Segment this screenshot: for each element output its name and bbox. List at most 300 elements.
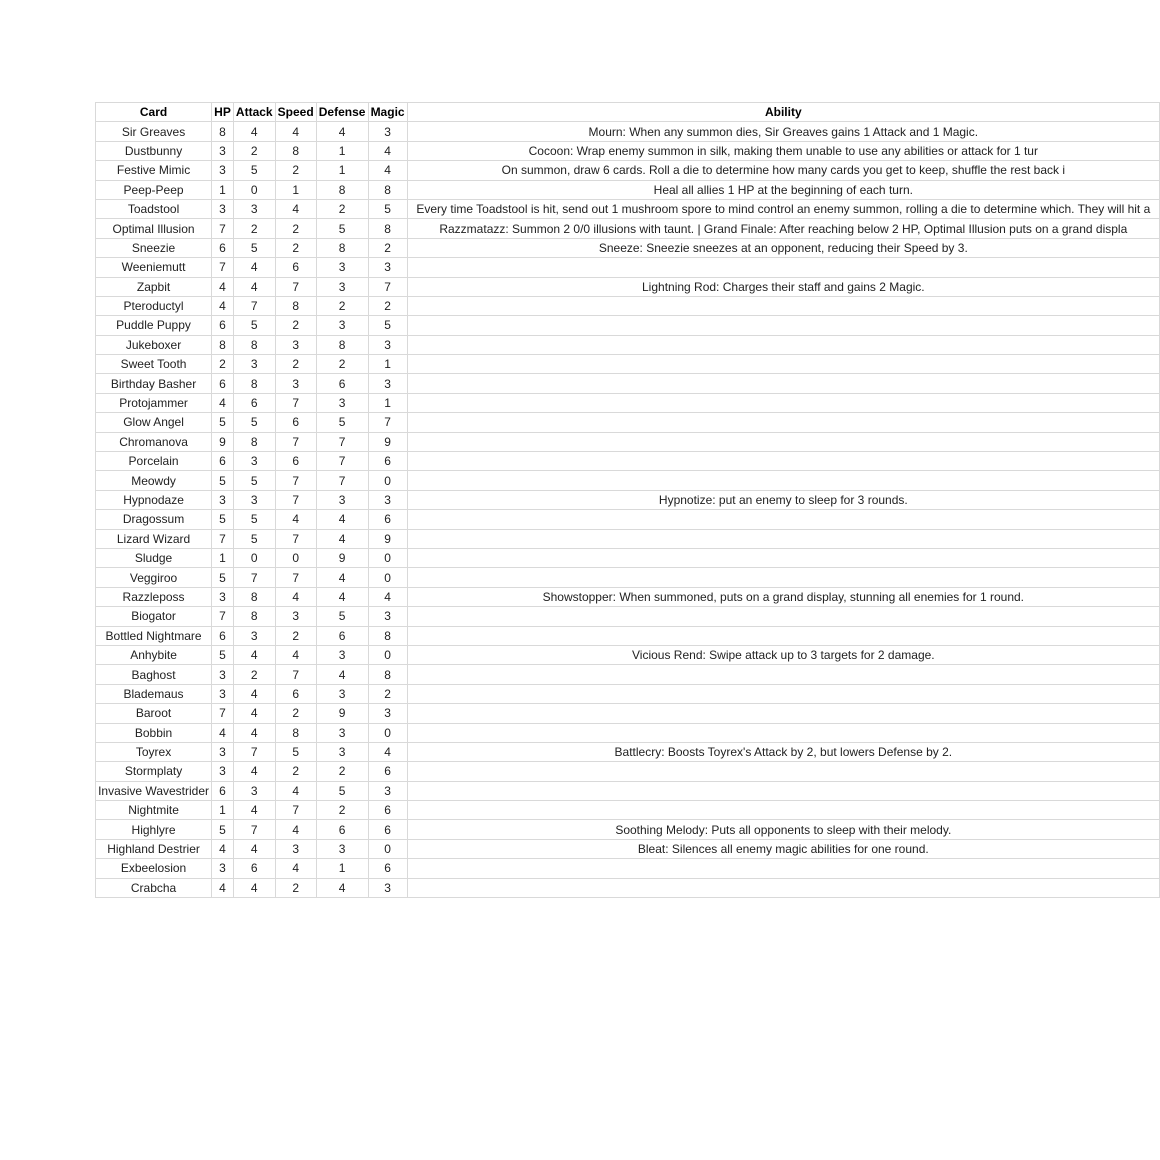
cell-speed[interactable]: 2 bbox=[275, 161, 316, 180]
cell-card[interactable]: Birthday Basher bbox=[96, 374, 212, 393]
cell-ability[interactable] bbox=[407, 781, 1159, 800]
cell-ability[interactable] bbox=[407, 762, 1159, 781]
cell-ability[interactable] bbox=[407, 704, 1159, 723]
cell-attack[interactable]: 2 bbox=[233, 141, 275, 160]
cell-speed[interactable]: 3 bbox=[275, 607, 316, 626]
cell-card[interactable]: Weeniemutt bbox=[96, 258, 212, 277]
cell-magic[interactable]: 6 bbox=[368, 762, 407, 781]
cell-speed[interactable]: 2 bbox=[275, 626, 316, 645]
cell-ability[interactable]: Mourn: When any summon dies, Sir Greaves gains 1 Attack and 1 Magic. bbox=[407, 122, 1159, 141]
cell-hp[interactable]: 3 bbox=[212, 859, 234, 878]
cell-card[interactable]: Sir Greaves bbox=[96, 122, 212, 141]
cell-ability[interactable] bbox=[407, 878, 1159, 897]
cell-card[interactable]: Zapbit bbox=[96, 277, 212, 296]
cell-card[interactable]: Jukeboxer bbox=[96, 335, 212, 354]
cell-magic[interactable]: 4 bbox=[368, 742, 407, 761]
cell-magic[interactable]: 0 bbox=[368, 568, 407, 587]
cell-defense[interactable]: 6 bbox=[316, 626, 368, 645]
cell-card[interactable]: Chromanova bbox=[96, 432, 212, 451]
cell-attack[interactable]: 5 bbox=[233, 529, 275, 548]
cell-defense[interactable]: 3 bbox=[316, 723, 368, 742]
cell-ability[interactable] bbox=[407, 335, 1159, 354]
cell-hp[interactable]: 6 bbox=[212, 626, 234, 645]
table-row bbox=[96, 490, 1160, 509]
cell-speed[interactable]: 4 bbox=[275, 781, 316, 800]
cell-attack[interactable]: 6 bbox=[233, 393, 275, 412]
cell-hp[interactable]: 5 bbox=[212, 820, 234, 839]
cell-hp[interactable]: 3 bbox=[212, 199, 234, 218]
cell-speed[interactable]: 3 bbox=[275, 335, 316, 354]
cell-ability[interactable] bbox=[407, 316, 1159, 335]
cell-speed[interactable]: 7 bbox=[275, 665, 316, 684]
table-row bbox=[96, 723, 1160, 742]
cell-speed[interactable]: 7 bbox=[275, 490, 316, 509]
cell-card[interactable]: Sludge bbox=[96, 548, 212, 567]
cell-card[interactable]: Invasive Wavestrider bbox=[96, 781, 212, 800]
cell-card[interactable]: Razzleposs bbox=[96, 587, 212, 606]
cell-ability[interactable]: Showstopper: When summoned, puts on a grand display, stunning all enemies for 1 round. bbox=[407, 587, 1159, 606]
cell-defense[interactable]: 5 bbox=[316, 219, 368, 238]
cell-speed[interactable]: 3 bbox=[275, 374, 316, 393]
cell-hp[interactable]: 3 bbox=[212, 742, 234, 761]
cell-speed[interactable]: 4 bbox=[275, 820, 316, 839]
cell-ability[interactable] bbox=[407, 374, 1159, 393]
cell-attack[interactable]: 4 bbox=[233, 645, 275, 664]
table-row bbox=[96, 393, 1160, 412]
cell-speed[interactable]: 6 bbox=[275, 684, 316, 703]
cell-speed[interactable]: 2 bbox=[275, 878, 316, 897]
cell-defense[interactable]: 7 bbox=[316, 452, 368, 471]
cell-ability[interactable] bbox=[407, 859, 1159, 878]
cell-magic[interactable]: 1 bbox=[368, 355, 407, 374]
cell-ability[interactable] bbox=[407, 684, 1159, 703]
cell-hp[interactable]: 1 bbox=[212, 548, 234, 567]
cell-defense[interactable]: 6 bbox=[316, 374, 368, 393]
cell-attack[interactable]: 8 bbox=[233, 432, 275, 451]
cell-hp[interactable]: 6 bbox=[212, 781, 234, 800]
cell-speed[interactable]: 7 bbox=[275, 529, 316, 548]
cell-card[interactable]: Toadstool bbox=[96, 199, 212, 218]
cell-card[interactable]: Highlyre bbox=[96, 820, 212, 839]
cell-ability[interactable]: On summon, draw 6 cards. Roll a die to determine how many cards you get to keep, shuffle the rest back i bbox=[407, 161, 1159, 180]
cell-hp[interactable]: 6 bbox=[212, 452, 234, 471]
cell-defense[interactable]: 5 bbox=[316, 607, 368, 626]
cell-defense[interactable]: 3 bbox=[316, 742, 368, 761]
cell-hp[interactable]: 6 bbox=[212, 374, 234, 393]
cell-defense[interactable]: 4 bbox=[316, 510, 368, 529]
cell-hp[interactable]: 7 bbox=[212, 219, 234, 238]
cell-hp[interactable]: 7 bbox=[212, 704, 234, 723]
cell-defense[interactable]: 5 bbox=[316, 781, 368, 800]
cell-hp[interactable]: 7 bbox=[212, 607, 234, 626]
cell-attack[interactable]: 3 bbox=[233, 626, 275, 645]
column-header-magic[interactable]: Magic bbox=[368, 103, 407, 122]
cell-hp[interactable]: 3 bbox=[212, 762, 234, 781]
cell-card[interactable]: Sneezie bbox=[96, 238, 212, 257]
cell-attack[interactable]: 7 bbox=[233, 568, 275, 587]
cell-magic[interactable]: 8 bbox=[368, 626, 407, 645]
cell-hp[interactable]: 5 bbox=[212, 568, 234, 587]
cell-hp[interactable]: 8 bbox=[212, 335, 234, 354]
table-row bbox=[96, 199, 1160, 218]
cell-speed[interactable]: 7 bbox=[275, 471, 316, 490]
cell-speed[interactable]: 7 bbox=[275, 393, 316, 412]
cell-card[interactable]: Porcelain bbox=[96, 452, 212, 471]
table-row bbox=[96, 277, 1160, 296]
cell-attack[interactable]: 4 bbox=[233, 801, 275, 820]
cell-attack[interactable]: 8 bbox=[233, 374, 275, 393]
table-row bbox=[96, 141, 1160, 160]
cell-magic[interactable]: 0 bbox=[368, 548, 407, 567]
cell-card[interactable]: Meowdy bbox=[96, 471, 212, 490]
cell-ability[interactable] bbox=[407, 723, 1159, 742]
cell-ability[interactable] bbox=[407, 529, 1159, 548]
cell-ability[interactable] bbox=[407, 393, 1159, 412]
cell-magic[interactable]: 3 bbox=[368, 607, 407, 626]
cell-hp[interactable]: 6 bbox=[212, 238, 234, 257]
cell-card[interactable]: Dragossum bbox=[96, 510, 212, 529]
cell-defense[interactable]: 3 bbox=[316, 684, 368, 703]
cell-magic[interactable]: 8 bbox=[368, 180, 407, 199]
cell-attack[interactable]: 4 bbox=[233, 258, 275, 277]
cell-defense[interactable]: 3 bbox=[316, 316, 368, 335]
cell-card[interactable]: Sweet Tooth bbox=[96, 355, 212, 374]
cell-card[interactable]: Bottled Nightmare bbox=[96, 626, 212, 645]
cell-speed[interactable]: 2 bbox=[275, 704, 316, 723]
cell-ability[interactable]: Cocoon: Wrap enemy summon in silk, making them unable to use any abilities or attack for 1 tur bbox=[407, 141, 1159, 160]
column-header-ability[interactable]: Ability bbox=[407, 103, 1159, 122]
cell-attack[interactable]: 0 bbox=[233, 548, 275, 567]
cell-attack[interactable]: 3 bbox=[233, 355, 275, 374]
cell-defense[interactable]: 3 bbox=[316, 839, 368, 858]
cell-hp[interactable]: 5 bbox=[212, 413, 234, 432]
cell-speed[interactable]: 4 bbox=[275, 859, 316, 878]
cell-defense[interactable]: 4 bbox=[316, 568, 368, 587]
cell-ability[interactable]: Vicious Rend: Swipe attack up to 3 targets for 2 damage. bbox=[407, 645, 1159, 664]
cell-magic[interactable]: 8 bbox=[368, 665, 407, 684]
cell-defense[interactable]: 1 bbox=[316, 161, 368, 180]
cell-defense[interactable]: 7 bbox=[316, 432, 368, 451]
cell-card[interactable]: Hypnodaze bbox=[96, 490, 212, 509]
cell-defense[interactable]: 3 bbox=[316, 258, 368, 277]
cell-speed[interactable]: 7 bbox=[275, 432, 316, 451]
cell-speed[interactable]: 6 bbox=[275, 258, 316, 277]
cell-card[interactable]: Stormplaty bbox=[96, 762, 212, 781]
cell-magic[interactable]: 4 bbox=[368, 587, 407, 606]
table-row bbox=[96, 432, 1160, 451]
cell-defense[interactable]: 2 bbox=[316, 296, 368, 315]
cell-hp[interactable]: 3 bbox=[212, 684, 234, 703]
cell-attack[interactable]: 5 bbox=[233, 316, 275, 335]
cell-attack[interactable]: 4 bbox=[233, 122, 275, 141]
cell-attack[interactable]: 4 bbox=[233, 723, 275, 742]
cell-ability[interactable] bbox=[407, 510, 1159, 529]
cell-ability[interactable] bbox=[407, 626, 1159, 645]
cell-speed[interactable]: 0 bbox=[275, 548, 316, 567]
table-row bbox=[96, 645, 1160, 664]
cell-speed[interactable]: 3 bbox=[275, 839, 316, 858]
cell-ability[interactable] bbox=[407, 471, 1159, 490]
cell-ability[interactable] bbox=[407, 568, 1159, 587]
cell-card[interactable]: Puddle Puppy bbox=[96, 316, 212, 335]
cell-speed[interactable]: 4 bbox=[275, 199, 316, 218]
cell-attack[interactable]: 5 bbox=[233, 161, 275, 180]
cell-hp[interactable]: 2 bbox=[212, 355, 234, 374]
table-row bbox=[96, 587, 1160, 606]
cell-ability[interactable]: Battlecry: Boosts Toyrex's Attack by 2, but lowers Defense by 2. bbox=[407, 742, 1159, 761]
cell-hp[interactable]: 3 bbox=[212, 665, 234, 684]
cell-ability[interactable]: Heal all allies 1 HP at the beginning of each turn. bbox=[407, 180, 1159, 199]
table-row bbox=[96, 568, 1160, 587]
header-row bbox=[96, 103, 1160, 122]
cell-attack[interactable]: 4 bbox=[233, 839, 275, 858]
cell-ability[interactable] bbox=[407, 413, 1159, 432]
cell-speed[interactable]: 2 bbox=[275, 762, 316, 781]
cell-speed[interactable]: 2 bbox=[275, 316, 316, 335]
table-row bbox=[96, 762, 1160, 781]
cell-speed[interactable]: 6 bbox=[275, 452, 316, 471]
cell-defense[interactable]: 9 bbox=[316, 548, 368, 567]
cell-ability[interactable] bbox=[407, 355, 1159, 374]
cell-attack[interactable]: 8 bbox=[233, 607, 275, 626]
cell-hp[interactable]: 8 bbox=[212, 122, 234, 141]
cell-magic[interactable]: 5 bbox=[368, 199, 407, 218]
cell-speed[interactable]: 2 bbox=[275, 219, 316, 238]
cell-magic[interactable]: 8 bbox=[368, 219, 407, 238]
cell-ability[interactable] bbox=[407, 665, 1159, 684]
cell-card[interactable]: Toyrex bbox=[96, 742, 212, 761]
cell-ability[interactable] bbox=[407, 548, 1159, 567]
cell-card[interactable]: Crabcha bbox=[96, 878, 212, 897]
cell-magic[interactable]: 4 bbox=[368, 161, 407, 180]
cell-ability[interactable]: Sneeze: Sneezie sneezes at an opponent, reducing their Speed by 3. bbox=[407, 238, 1159, 257]
cell-magic[interactable]: 9 bbox=[368, 432, 407, 451]
cell-card[interactable]: Protojammer bbox=[96, 393, 212, 412]
cell-magic[interactable]: 7 bbox=[368, 413, 407, 432]
cell-speed[interactable]: 4 bbox=[275, 587, 316, 606]
cell-magic[interactable]: 0 bbox=[368, 723, 407, 742]
cell-ability[interactable]: Lightning Rod: Charges their staff and gains 2 Magic. bbox=[407, 277, 1159, 296]
cell-hp[interactable]: 4 bbox=[212, 296, 234, 315]
cell-magic[interactable]: 6 bbox=[368, 801, 407, 820]
column-header-attack[interactable]: Attack bbox=[233, 103, 275, 122]
cell-card[interactable]: Nightmite bbox=[96, 801, 212, 820]
cell-defense[interactable]: 9 bbox=[316, 704, 368, 723]
cell-defense[interactable]: 4 bbox=[316, 878, 368, 897]
column-header-card[interactable]: Card bbox=[96, 103, 212, 122]
cell-ability[interactable]: Razzmatazz: Summon 2 0/0 illusions with taunt. | Grand Finale: After reaching below 2 HP, Optimal Illusion puts on a grand displa bbox=[407, 219, 1159, 238]
cell-magic[interactable]: 3 bbox=[368, 490, 407, 509]
cell-hp[interactable]: 7 bbox=[212, 529, 234, 548]
cell-magic[interactable]: 1 bbox=[368, 393, 407, 412]
cell-card[interactable]: Optimal Illusion bbox=[96, 219, 212, 238]
cell-speed[interactable]: 4 bbox=[275, 510, 316, 529]
cell-hp[interactable]: 6 bbox=[212, 316, 234, 335]
cell-attack[interactable]: 0 bbox=[233, 180, 275, 199]
cell-card[interactable]: Baroot bbox=[96, 704, 212, 723]
cell-defense[interactable]: 5 bbox=[316, 413, 368, 432]
cell-attack[interactable]: 4 bbox=[233, 878, 275, 897]
cell-magic[interactable]: 6 bbox=[368, 820, 407, 839]
cell-card[interactable]: Lizard Wizard bbox=[96, 529, 212, 548]
cell-defense[interactable]: 8 bbox=[316, 335, 368, 354]
cell-magic[interactable]: 3 bbox=[368, 122, 407, 141]
cell-card[interactable]: Anhybite bbox=[96, 645, 212, 664]
cell-defense[interactable]: 8 bbox=[316, 180, 368, 199]
cell-magic[interactable]: 3 bbox=[368, 704, 407, 723]
cell-card[interactable]: Highland Destrier bbox=[96, 839, 212, 858]
cell-hp[interactable]: 5 bbox=[212, 471, 234, 490]
column-header-hp[interactable]: HP bbox=[212, 103, 234, 122]
cell-hp[interactable]: 5 bbox=[212, 510, 234, 529]
cell-attack[interactable]: 8 bbox=[233, 335, 275, 354]
cell-card[interactable]: Dustbunny bbox=[96, 141, 212, 160]
cell-attack[interactable]: 4 bbox=[233, 704, 275, 723]
cell-attack[interactable]: 5 bbox=[233, 238, 275, 257]
cell-hp[interactable]: 3 bbox=[212, 161, 234, 180]
cell-speed[interactable]: 4 bbox=[275, 645, 316, 664]
cell-card[interactable]: Exbeelosion bbox=[96, 859, 212, 878]
cell-hp[interactable]: 4 bbox=[212, 277, 234, 296]
cell-ability[interactable] bbox=[407, 432, 1159, 451]
cell-attack[interactable]: 5 bbox=[233, 510, 275, 529]
cell-magic[interactable]: 6 bbox=[368, 510, 407, 529]
cell-attack[interactable]: 3 bbox=[233, 199, 275, 218]
cell-speed[interactable]: 7 bbox=[275, 568, 316, 587]
cell-card[interactable]: Pteroductyl bbox=[96, 296, 212, 315]
cell-defense[interactable]: 2 bbox=[316, 801, 368, 820]
cell-magic[interactable]: 4 bbox=[368, 141, 407, 160]
cell-magic[interactable]: 2 bbox=[368, 296, 407, 315]
cell-magic[interactable]: 5 bbox=[368, 316, 407, 335]
cell-speed[interactable]: 7 bbox=[275, 801, 316, 820]
column-header-defense[interactable]: Defense bbox=[316, 103, 368, 122]
cell-magic[interactable]: 2 bbox=[368, 684, 407, 703]
cell-attack[interactable]: 5 bbox=[233, 413, 275, 432]
cell-speed[interactable]: 2 bbox=[275, 238, 316, 257]
cell-attack[interactable]: 3 bbox=[233, 781, 275, 800]
cell-magic[interactable]: 0 bbox=[368, 839, 407, 858]
cell-defense[interactable]: 4 bbox=[316, 529, 368, 548]
cell-ability[interactable] bbox=[407, 801, 1159, 820]
cell-ability[interactable] bbox=[407, 607, 1159, 626]
cell-hp[interactable]: 1 bbox=[212, 801, 234, 820]
cell-card[interactable]: Bobbin bbox=[96, 723, 212, 742]
cell-hp[interactable]: 5 bbox=[212, 645, 234, 664]
cell-magic[interactable]: 9 bbox=[368, 529, 407, 548]
cell-defense[interactable]: 1 bbox=[316, 859, 368, 878]
cell-attack[interactable]: 3 bbox=[233, 490, 275, 509]
cell-defense[interactable]: 3 bbox=[316, 277, 368, 296]
cell-ability[interactable]: Soothing Melody: Puts all opponents to sleep with their melody. bbox=[407, 820, 1159, 839]
cell-defense[interactable]: 6 bbox=[316, 820, 368, 839]
cell-hp[interactable]: 7 bbox=[212, 258, 234, 277]
cell-defense[interactable]: 4 bbox=[316, 122, 368, 141]
cell-card[interactable]: Peep-Peep bbox=[96, 180, 212, 199]
cell-magic[interactable]: 2 bbox=[368, 238, 407, 257]
cell-defense[interactable]: 2 bbox=[316, 355, 368, 374]
table-row bbox=[96, 742, 1160, 761]
cell-hp[interactable]: 4 bbox=[212, 723, 234, 742]
cell-hp[interactable]: 3 bbox=[212, 587, 234, 606]
cell-speed[interactable]: 1 bbox=[275, 180, 316, 199]
cell-hp[interactable]: 3 bbox=[212, 141, 234, 160]
cell-card[interactable]: Veggiroo bbox=[96, 568, 212, 587]
cell-defense[interactable]: 1 bbox=[316, 141, 368, 160]
cell-magic[interactable]: 3 bbox=[368, 878, 407, 897]
cell-defense[interactable]: 3 bbox=[316, 490, 368, 509]
cell-defense[interactable]: 3 bbox=[316, 645, 368, 664]
cell-magic[interactable]: 6 bbox=[368, 859, 407, 878]
cell-magic[interactable]: 3 bbox=[368, 781, 407, 800]
cell-attack[interactable]: 4 bbox=[233, 762, 275, 781]
cell-magic[interactable]: 6 bbox=[368, 452, 407, 471]
cell-attack[interactable]: 5 bbox=[233, 471, 275, 490]
cell-card[interactable]: Biogator bbox=[96, 607, 212, 626]
cell-hp[interactable]: 1 bbox=[212, 180, 234, 199]
cell-ability[interactable] bbox=[407, 296, 1159, 315]
cell-speed[interactable]: 8 bbox=[275, 723, 316, 742]
cell-attack[interactable]: 3 bbox=[233, 452, 275, 471]
cell-hp[interactable]: 4 bbox=[212, 839, 234, 858]
column-header-speed[interactable]: Speed bbox=[275, 103, 316, 122]
cell-hp[interactable]: 3 bbox=[212, 490, 234, 509]
cell-attack[interactable]: 2 bbox=[233, 219, 275, 238]
cell-speed[interactable]: 2 bbox=[275, 355, 316, 374]
cell-defense[interactable]: 3 bbox=[316, 393, 368, 412]
cell-magic[interactable]: 7 bbox=[368, 277, 407, 296]
cell-card[interactable]: Blademaus bbox=[96, 684, 212, 703]
cell-magic[interactable]: 3 bbox=[368, 258, 407, 277]
cell-attack[interactable]: 4 bbox=[233, 277, 275, 296]
cell-defense[interactable]: 7 bbox=[316, 471, 368, 490]
cell-magic[interactable]: 3 bbox=[368, 374, 407, 393]
cell-attack[interactable]: 8 bbox=[233, 587, 275, 606]
cell-magic[interactable]: 0 bbox=[368, 471, 407, 490]
cell-defense[interactable]: 4 bbox=[316, 665, 368, 684]
cell-attack[interactable]: 7 bbox=[233, 296, 275, 315]
cell-speed[interactable]: 8 bbox=[275, 296, 316, 315]
cell-speed[interactable]: 7 bbox=[275, 277, 316, 296]
cell-card[interactable]: Glow Angel bbox=[96, 413, 212, 432]
cell-defense[interactable]: 2 bbox=[316, 199, 368, 218]
cell-ability[interactable]: Every time Toadstool is hit, send out 1 mushroom spore to mind control an enemy summon, rolling a die to determine which. They will hit a bbox=[407, 199, 1159, 218]
cell-ability[interactable] bbox=[407, 452, 1159, 471]
cell-attack[interactable]: 4 bbox=[233, 684, 275, 703]
cell-ability[interactable] bbox=[407, 258, 1159, 277]
cell-speed[interactable]: 5 bbox=[275, 742, 316, 761]
cell-attack[interactable]: 2 bbox=[233, 665, 275, 684]
cell-attack[interactable]: 7 bbox=[233, 820, 275, 839]
cell-ability[interactable]: Bleat: Silences all enemy magic abilities for one round. bbox=[407, 839, 1159, 858]
cell-attack[interactable]: 6 bbox=[233, 859, 275, 878]
cell-hp[interactable]: 9 bbox=[212, 432, 234, 451]
cell-magic[interactable]: 0 bbox=[368, 645, 407, 664]
cell-magic[interactable]: 3 bbox=[368, 335, 407, 354]
cell-hp[interactable]: 4 bbox=[212, 393, 234, 412]
cell-card[interactable]: Festive Mimic bbox=[96, 161, 212, 180]
cell-speed[interactable]: 4 bbox=[275, 122, 316, 141]
cell-ability[interactable]: Hypnotize: put an enemy to sleep for 3 rounds. bbox=[407, 490, 1159, 509]
cell-attack[interactable]: 7 bbox=[233, 742, 275, 761]
cell-speed[interactable]: 6 bbox=[275, 413, 316, 432]
cell-defense[interactable]: 4 bbox=[316, 587, 368, 606]
cell-speed[interactable]: 8 bbox=[275, 141, 316, 160]
cell-defense[interactable]: 2 bbox=[316, 762, 368, 781]
cell-defense[interactable]: 8 bbox=[316, 238, 368, 257]
cell-hp[interactable]: 4 bbox=[212, 878, 234, 897]
cell-card[interactable]: Baghost bbox=[96, 665, 212, 684]
